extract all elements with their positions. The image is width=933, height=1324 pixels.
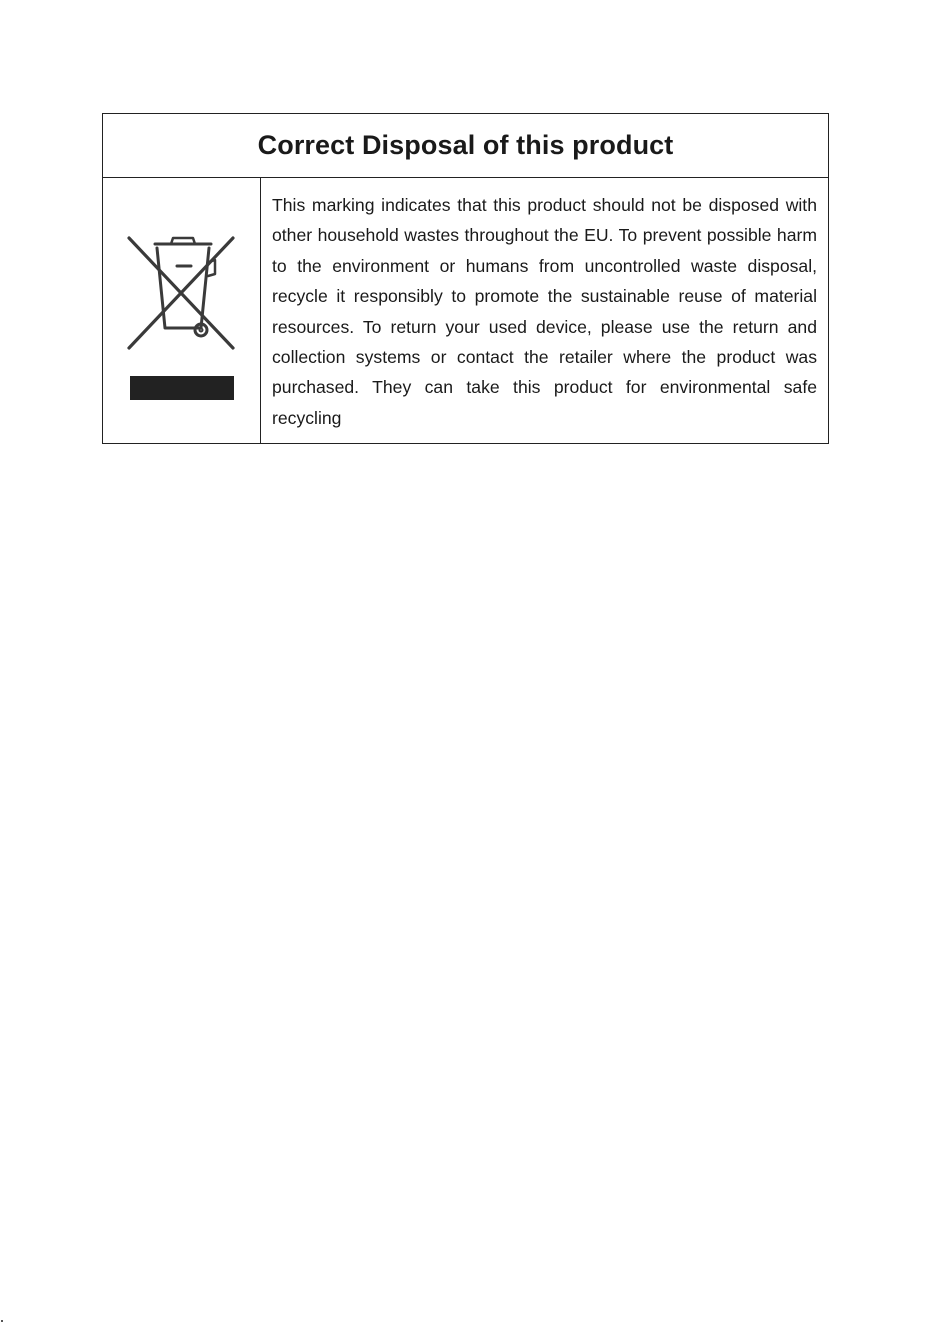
weee-underline-bar bbox=[130, 376, 234, 400]
crossed-out-wheeled-bin-icon bbox=[125, 230, 239, 406]
weee-symbol-cell bbox=[103, 178, 261, 443]
notice-text-cell bbox=[261, 178, 828, 443]
notice-title: Correct Disposal of this product bbox=[257, 130, 674, 160]
notice-text: This marking indicates that this product should not be disposed with other household wastes throughout the EU. To prevent possible harm to the environment or humans from uncontrolled waste disposal, recycle it responsibly to promote the sustainable reuse of material resources. To return your used device, please use the return and collection systems or contact the retailer where the product was purchased. They can take this product for environmental safe recycling bbox=[272, 195, 817, 428]
notice-body bbox=[103, 178, 828, 443]
page-corner-mark bbox=[1, 1320, 3, 1322]
notice-header bbox=[103, 114, 828, 178]
disposal-notice bbox=[102, 113, 829, 444]
